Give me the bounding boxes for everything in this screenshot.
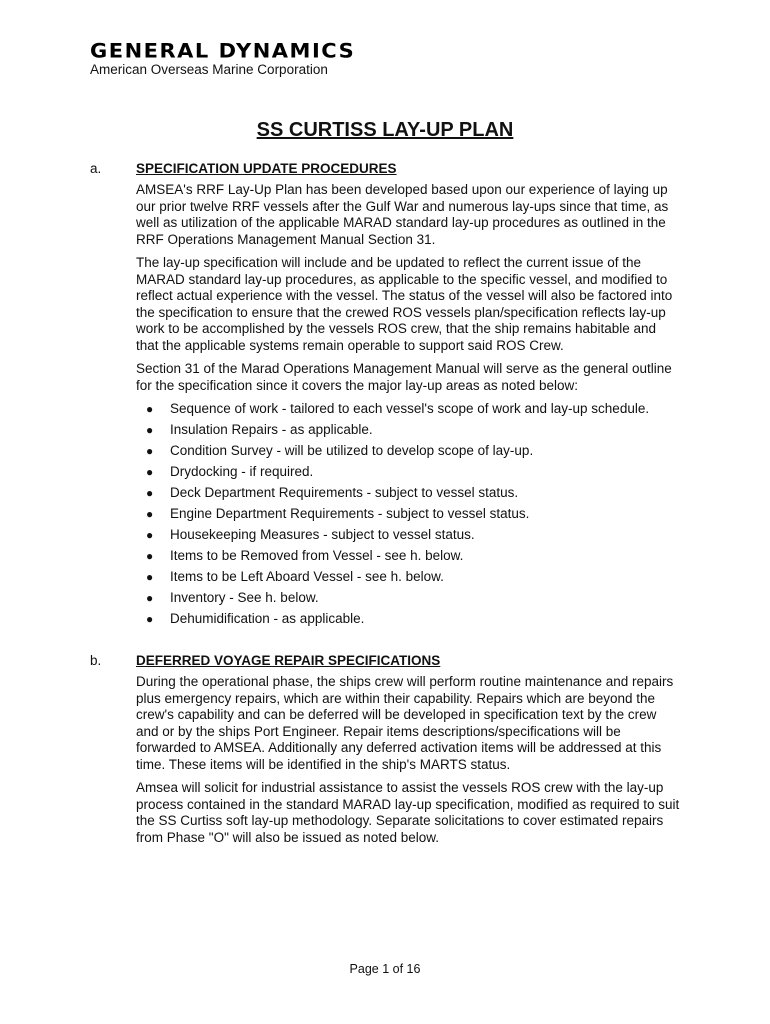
list-item-text: Housekeeping Measures - subject to vessel status. (170, 527, 475, 542)
company-logo-text: GENERAL DYNAMICS (90, 40, 356, 63)
bullet-icon: ● (146, 444, 154, 458)
list-item (136, 485, 681, 506)
section-b (136, 653, 681, 853)
section-b-paragraph-2: Amsea will solicit for industrial assistance to assist the vessels ROS crew with the lay-up process contained in the standard MARAD lay-up specification, modified as required to suit the SS Curtiss soft lay-up methodology. Separate solicitations to cover estimated repairs from Phase "O" will also be issued as noted below. (136, 780, 680, 845)
list-item-text: Items to be Left Aboard Vessel - see h. below. (170, 569, 444, 584)
bullet-icon: ● (146, 465, 154, 479)
list-item-text: Insulation Repairs - as applicable. (170, 422, 373, 437)
section-a (136, 161, 681, 632)
section-a-paragraph-1: AMSEA's RRF Lay-Up Plan has been developed based upon our experience of laying up our prior twelve RRF vessels after the Gulf War and numerous lay-ups since that time, as well as utilization of the applicable MARAD standard lay-up procedures as outlined in the RRF Operations Management Manual Section 31. (136, 182, 669, 247)
bullet-icon: ● (146, 486, 154, 500)
list-item-text: Inventory - See h. below. (170, 590, 319, 605)
bullet-icon: ● (146, 402, 154, 416)
list-item-text: Condition Survey - will be utilized to develop scope of lay-up. (170, 443, 534, 458)
list-item-text: Drydocking - if required. (170, 464, 314, 479)
document-title: SS CURTISS LAY-UP PLAN (256, 119, 514, 141)
list-item-text: Items to be Removed from Vessel - see h. below. (170, 548, 464, 563)
list-item (136, 422, 681, 443)
list-item-text: Engine Department Requirements - subject to vessel status. (170, 506, 530, 521)
list-item (136, 527, 681, 548)
bullet-icon: ● (146, 591, 154, 605)
section-a-paragraph-3: Section 31 of the Marad Operations Management Manual will serve as the general outline for the specification since it covers the major lay-up areas as noted below: (136, 361, 672, 393)
subsidiary-name: American Overseas Marine Corporation (90, 62, 328, 77)
section-b-heading: DEFERRED VOYAGE REPAIR SPECIFICATIONS (136, 653, 441, 668)
list-item-text: Deck Department Requirements - subject to vessel status. (170, 485, 519, 500)
section-a-heading: SPECIFICATION UPDATE PROCEDURES (136, 161, 397, 176)
list-item (136, 443, 681, 464)
list-item (136, 611, 681, 632)
section-a-letter: a. (90, 161, 102, 176)
list-item (136, 401, 681, 422)
bullet-icon: ● (146, 423, 154, 437)
list-item-text: Sequence of work - tailored to each vessel's scope of work and lay-up schedule. (170, 401, 650, 416)
bullet-icon: ● (146, 549, 154, 563)
section-a-paragraph-2: The lay-up specification will include and be updated to reflect the current issue of the MARAD standard lay-up procedures, as applicable to the specific vessel, and modified to reflect actual experience with the vessel. The status of the vessel will also be factored into the specification to ensure that the crewed ROS vessels plan/specification reflects lay-up work to be accomplished by the vessels ROS crew, that the ship remains habitable and that the applicable systems remain operable to support said ROS Crew. (136, 255, 673, 353)
list-item-text: Dehumidification - as applicable. (170, 611, 365, 626)
list-item (136, 506, 681, 527)
list-item (136, 569, 681, 590)
section-b-paragraph-1: During the operational phase, the ships crew will perform routine maintenance and repairs plus emergency repairs, which are within their capability. Repairs which are beyond the crew's capability and can be deferred will be developed in specification text by the crew and or by the ships Port Engineer. Repair items descriptions/specifications will be forwarded to AMSEA. Additionally any deferred activation items will be addressed at this time. These items will be identified in the ship's MARTS status. (136, 674, 674, 772)
page-number: Page 1 of 16 (349, 962, 421, 976)
section-b-letter: b. (90, 653, 102, 668)
bullet-icon: ● (146, 528, 154, 542)
layup-areas-list (136, 401, 681, 632)
bullet-icon: ● (146, 507, 154, 521)
bullet-icon: ● (146, 570, 154, 584)
list-item (136, 548, 681, 569)
list-item (136, 590, 681, 611)
letterhead (90, 40, 355, 78)
bullet-icon: ● (146, 612, 154, 626)
list-item (136, 464, 681, 485)
